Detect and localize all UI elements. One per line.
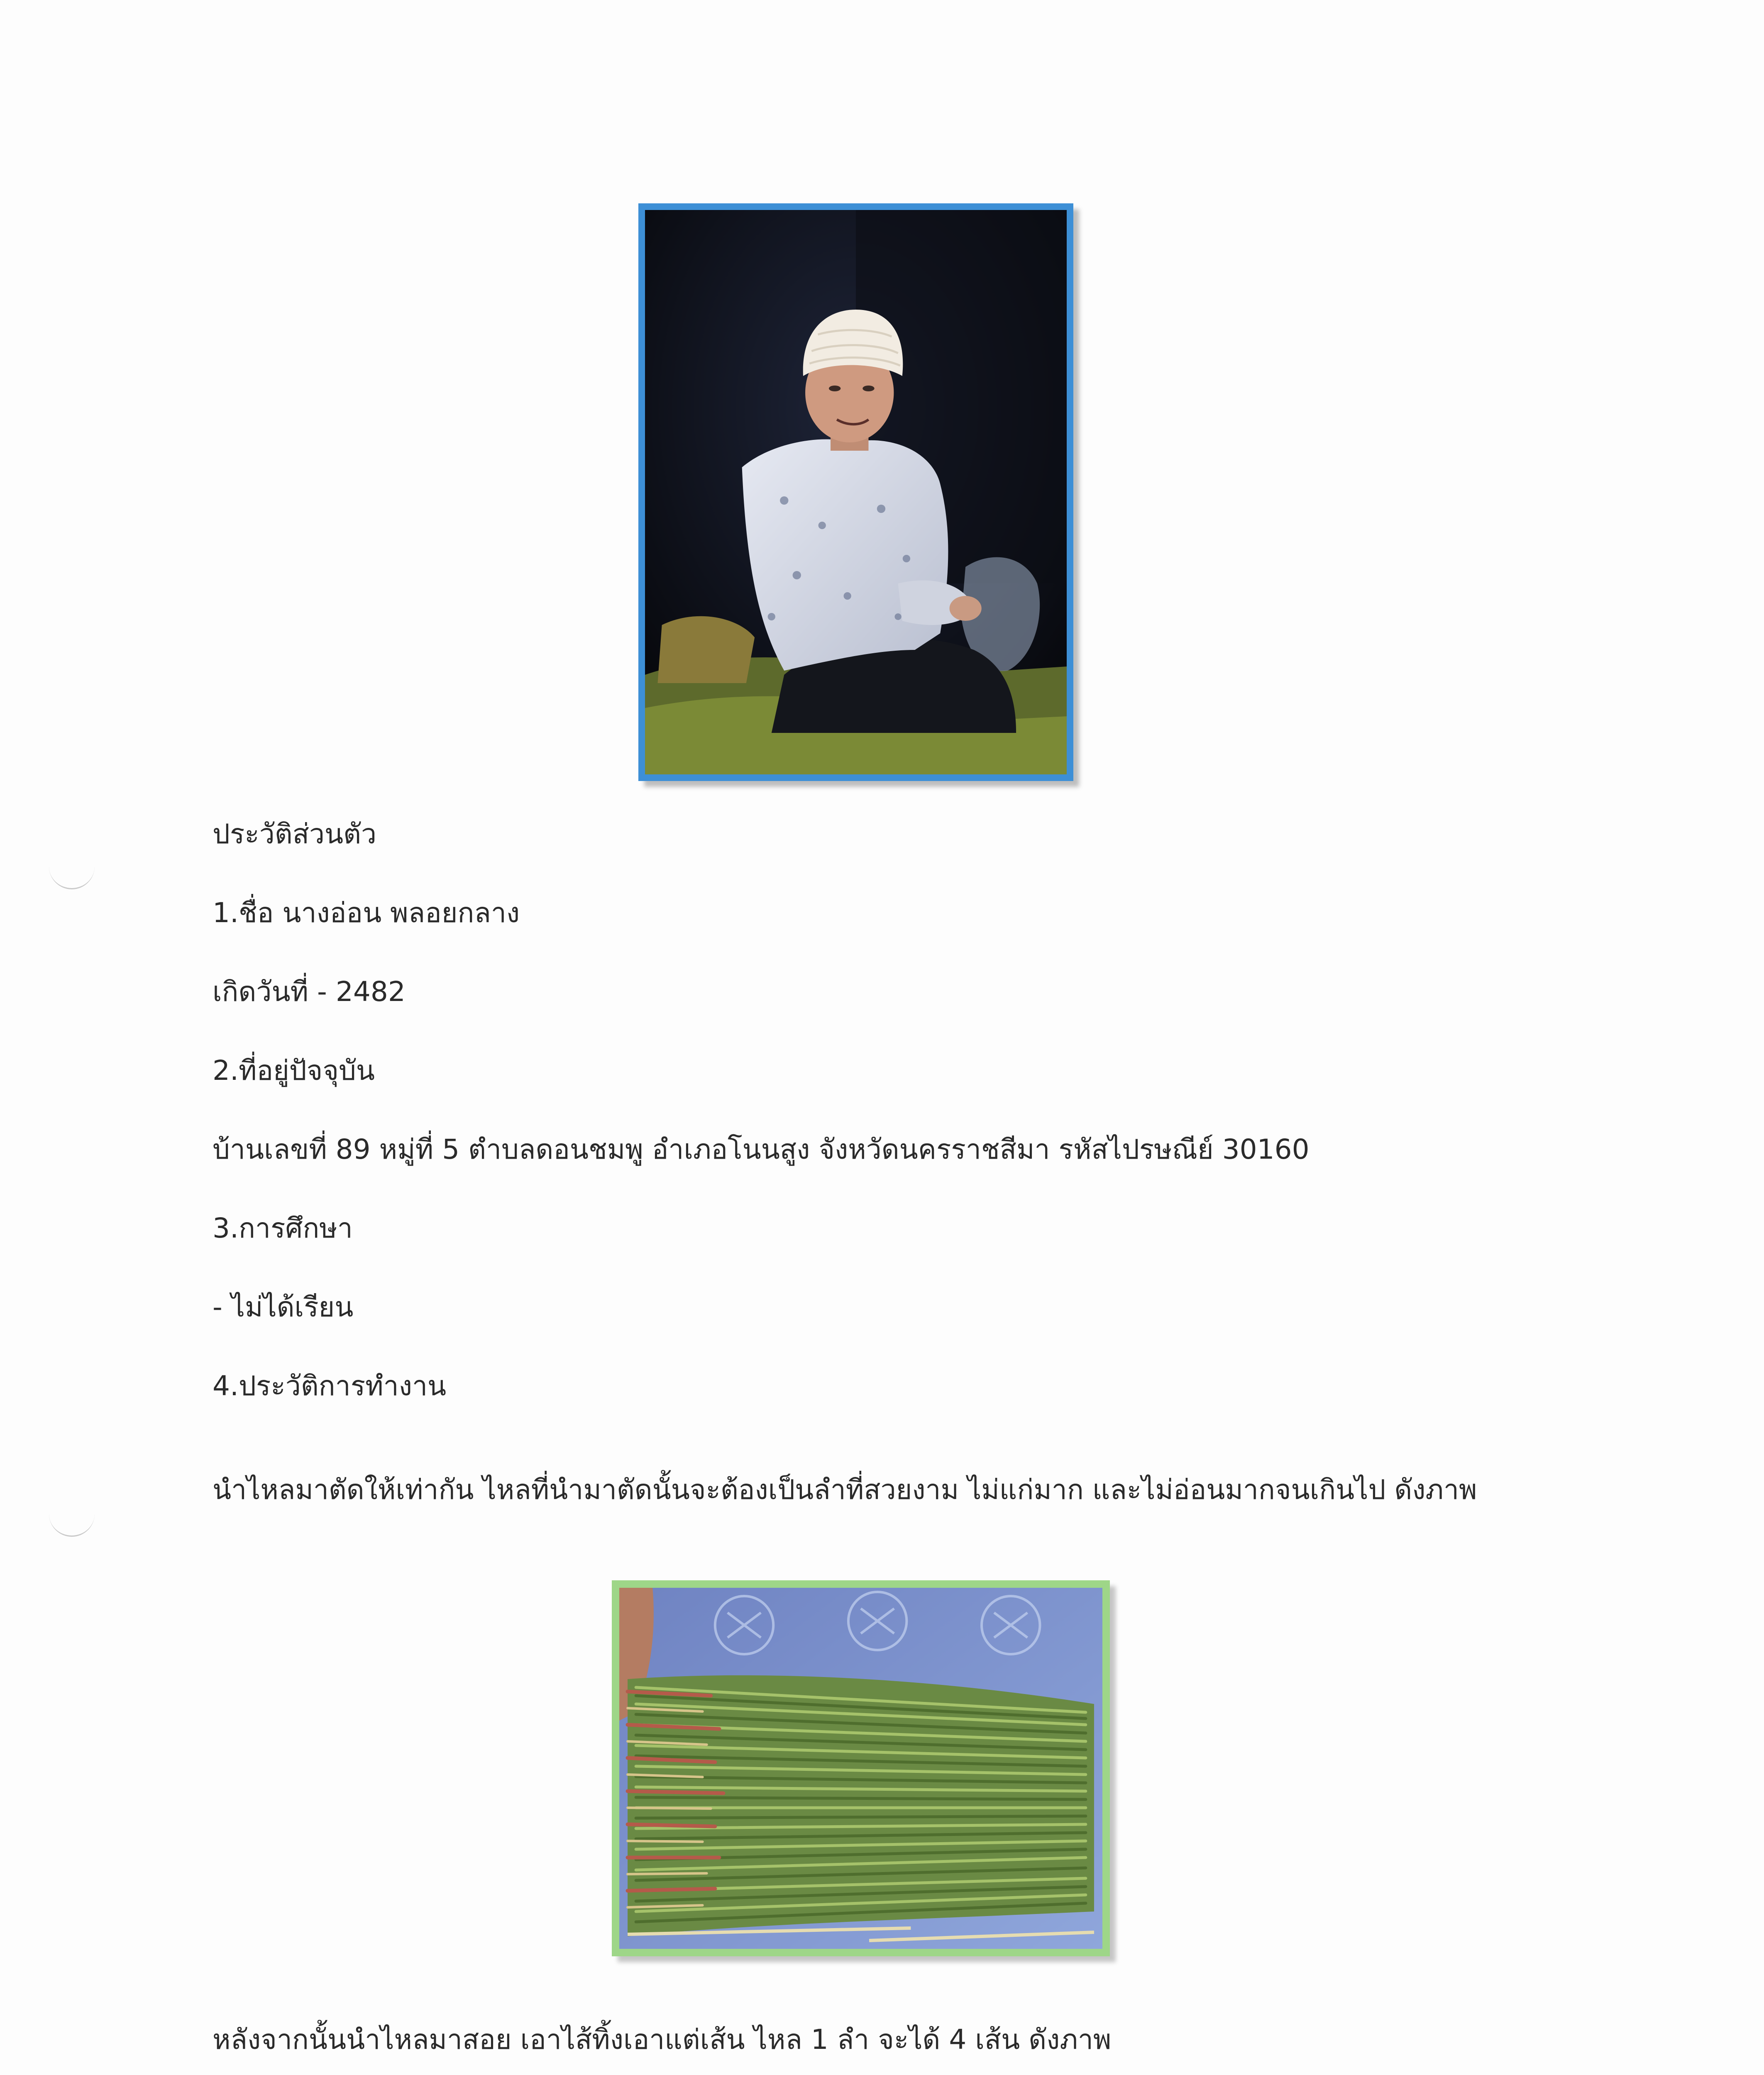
punch-hole-mark [49, 863, 95, 889]
profile-heading: ประวัติส่วนตัว [213, 818, 377, 850]
address-line: บ้านเลขที่ 89 หมู่ที่ 5 ตำบลดอนชมพู อำเภอโนนสูง จังหวัดนครราชสีมา รหัสไปรษณีย์ 30160 [213, 1133, 1310, 1165]
punch-hole-mark [49, 1511, 95, 1537]
work-heading: 4.ประวัติการทำงาน [213, 1370, 447, 1402]
step1-text: นำไหลมาตัดให้เท่ากัน ไหลที่นำมาตัดนั้นจะต้องเป็นลำที่สวยงาม ไม่แก่มาก และไม่อ่อนมากจนเกินไป ดังภาพ [213, 1474, 1477, 1506]
reeds-photo [612, 1580, 1110, 1956]
education-line: - ไม่ได้เรียน [213, 1291, 354, 1323]
reeds-image [619, 1588, 1102, 1949]
birth-line: เกิดวันที่ - 2482 [213, 976, 406, 1008]
education-heading: 3.การศึกษา [213, 1212, 353, 1244]
address-heading: 2.ที่อยู่ปัจจุบัน [213, 1055, 375, 1086]
portrait-image [645, 210, 1067, 774]
portrait-photo [638, 203, 1073, 781]
name-line: 1.ชื่อ นางอ่อน พลอยกลาง [213, 897, 520, 929]
step2-text: หลังจากนั้นนำไหลมาสอย เอาไส้ทิ้งเอาแต่เส้น ไหล 1 ลำ จะได้ 4 เส้น ดังภาพ [213, 2024, 1112, 2055]
